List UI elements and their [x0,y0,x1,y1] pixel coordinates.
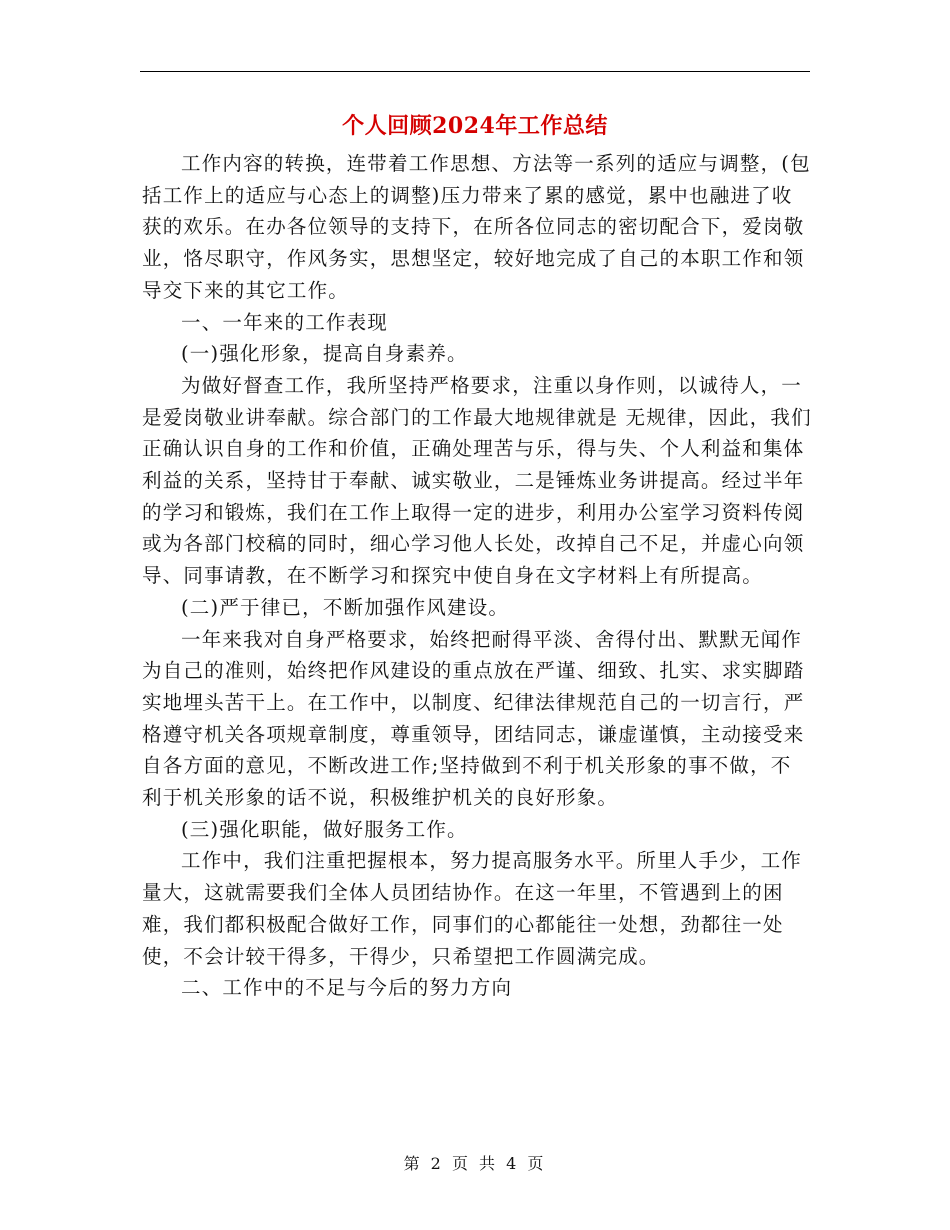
section-heading-2: 二、工作中的不足与今后的努力方向 [181,976,513,1000]
header-rule [140,71,810,72]
paragraph-1: 为做好督查工作，我所坚持严格要求，注重以身作则，以诚待人，一是爱岗敬业讲奉献。综合部门的工作最大地规律就是 无规律，因此，我们正确认识自身的工作和价值，正确处理苦与乐，得与失、个人利益和集体利益的关系，坚持甘于奉献、诚实敬业，二是锤炼业务讲提高。经过半年的学习和锻炼，我们在工作上取得一定的进步，利用办公室学习资料传阅或为各部门校稿的同时，细心学习他人长处，改掉自己不足，并虚心向领导、同事请教，在不断学习和探究中使自身在文字材料上有所提高。 [142,373,812,588]
paragraph-intro: 工作内容的转换，连带着工作思想、方法等一系列的适应与调整，(包括工作上的适应与心态上的调整)压力带来了累的感觉，累中也融进了收获的欢乐。在办各位领导的支持下，在所各位同志的密切配合下，爱岗敬业，恪尽职守，作风务实，思想坚定，较好地完成了自己的本职工作和领导交下来的其它工作。 [142,152,811,302]
subheading-2: (二)严于律已，不断加强作风建设。 [181,595,510,619]
section-heading-1: 一、一年来的工作表现 [181,310,389,334]
page-number: 第 2 页 共 4 页 [403,1154,547,1173]
document-title: 个人回顾2024年工作总结 [342,113,608,139]
subheading-1: (一)强化形象，提高自身素养。 [181,342,468,366]
paragraph-3: 工作中，我们注重把握根本，努力提高服务水平。所里人手少，工作量大，这就需要我们全体人员团结协作。在这一年里，不管遇到上的困难，我们都积极配合做好工作，同事们的心都能往一处想，劲都往一处使，不会计较干得多，干得少，只希望把工作圆满完成。 [142,849,803,968]
subheading-3: (三)强化职能，做好服务工作。 [181,817,468,841]
paragraph-2: 一年来我对自身严格要求，始终把耐得平淡、舍得付出、默默无闻作为自己的准则，始终把作风建设的重点放在严谨、细致、扎实、求实脚踏实地埋头苦干上。在工作中，以制度、纪律法律规范自己的一切言行，严格遵守机关各项规章制度，尊重领导，团结同志，谦虚谨慎，主动接受来自各方面的意见，不断改进工作;坚持做到不利于机关形象的事不做，不利于机关形象的话不说，积极维护机关的良好形象。 [142,627,805,810]
document-body [142,148,812,1004]
